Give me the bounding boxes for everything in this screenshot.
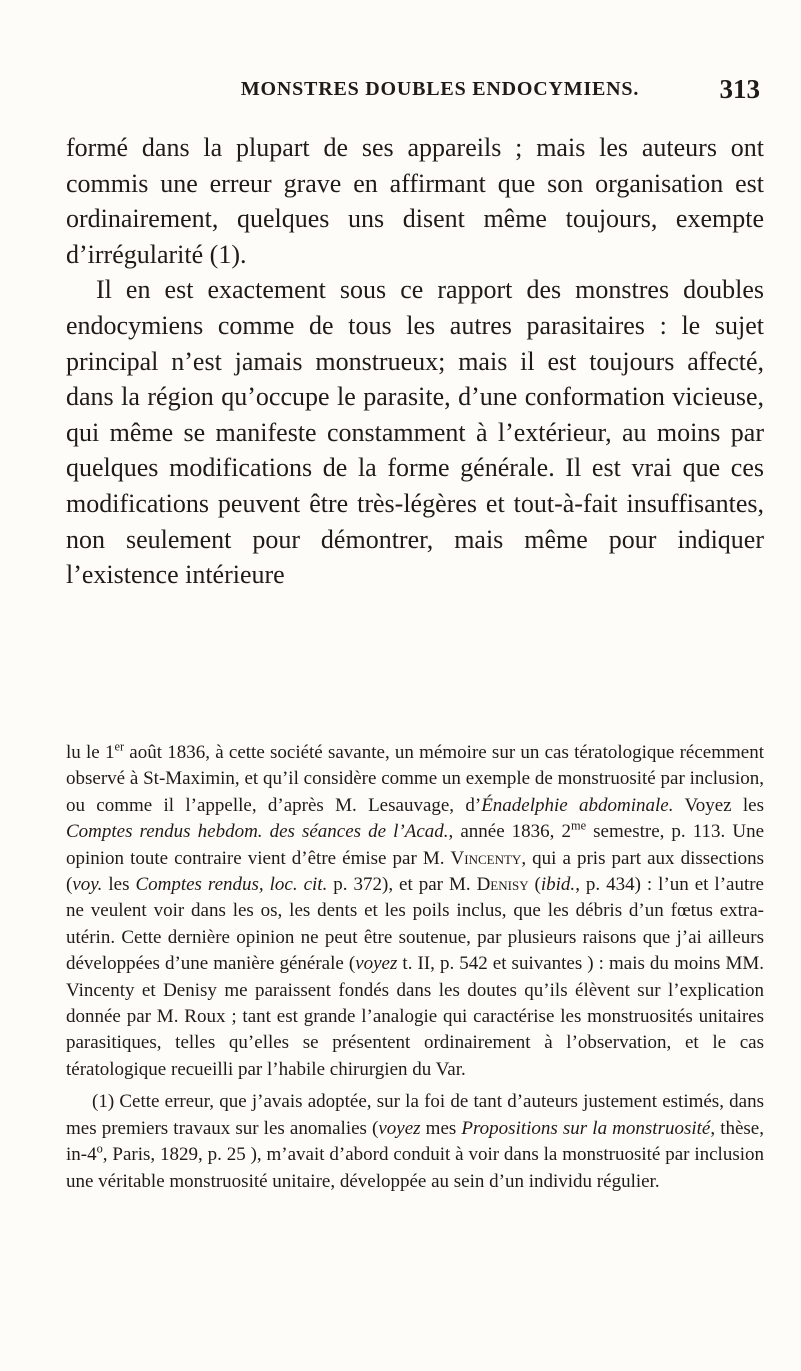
footnote-text: , thèse, in-4 [66,1117,764,1166]
superscript: me [571,818,587,833]
footnote-text: , qui a pris part aux dissections ( [66,847,764,896]
paragraph-end: . [239,239,247,269]
footnote-text: ( [528,874,541,896]
superscript: o [96,1141,103,1156]
footnote-text: les [102,874,136,896]
author-name: Vincenty [450,847,522,869]
main-text [66,130,764,593]
footnote-italic: Propositions sur la monstruosité [461,1117,711,1139]
footnote-text: lu le 1 [66,742,115,763]
footnote-continued [66,740,764,1083]
footnote-mark: (1) [92,1091,115,1113]
running-title: MONSTRES DOUBLES ENDOCYMIENS. [240,78,640,100]
running-head [120,74,760,110]
paragraph: Il en est exactement sous ce rapport des monstres doubles endocymiens comme de tous les autres parasitaires : le sujet principal n’est jamais monstrueux; mais il est toujours affecté, dans la région qu’occupe le parasite, d’une conformation vicieuse, qui même se manifeste constamment à l’extérieur, au moins par quelques modifications de la forme générale. Il est vrai que ces modifications peuvent être très-légères et tout-à-fait insuffisantes, non seulement pour démontrer, mais même pour indiquer l’existence intérieure [66,275,764,590]
footnote-text: , année 1836, 2 [448,821,571,843]
footnote-text: , Paris, 1829, p. 25 ), m’avait d’abord conduit à voir dans la monstruosité par inclusion une véritable monstruosité unitaire, développée au sein d’un individu régulier. [66,1144,764,1192]
footnotes [66,740,764,1195]
footnote-italic: ibid. [540,874,576,896]
footnote-reference: (1) [209,239,240,269]
page-number: 313 [719,74,760,104]
footnote-text: t. II, p. 542 et suivantes ) : mais du moins MM. Vincenty et Denisy me paraissent fondés dans les doutes qu’ils élèvent sur l’explication donnée par M. Roux ; tant est grande l’analogie qui caractérise les monstruosités unitaires parasitiques, telles qu’elles se présentent ordinairement à l’observation, et le cas tératologique recueilli par l’habile chirurgien du Var. [66,953,764,1080]
footnote-1 [66,1089,764,1195]
paragraph-text: formé dans la plupart de ses appareils ; mais les auteurs ont commis une erreur grave en affirmant que son organisation est ordinairement, quelques uns disent même toujours, exempte d’irrégularité [66,133,764,269]
footnote-italic: voyez [355,953,398,975]
footnote-text: semestre, p. 113. Une opinion toute contraire vient d’être émise par M. [66,821,764,869]
footnote-italic: voy. [72,874,103,896]
footnote-text: mes [420,1117,462,1139]
footnote-italic: Énadelphie abdominale. [481,794,674,816]
footnote-text: Voyez les [673,794,764,816]
author-name: Denisy [476,874,529,896]
footnote-italic: Comptes rendus, loc. cit. [135,874,328,896]
footnote-text: août 1836, à cette société savante, un mémoire sur un cas tératologique récemment observé à St-Maximin, et qu’il considère comme un exemple de monstruosité par inclusion, ou comme il l’appelle, d’après M. Lesauvage, d’ [66,742,764,816]
paragraph-continued [66,130,764,272]
footnote-italic: voyez [378,1117,421,1139]
footnote-italic: Comptes rendus hebdom. des séances de l’Acad. [66,821,449,843]
superscript: er [114,739,125,754]
footnote-text: , p. 434) : l’un et l’autre ne veulent voir dans les os, les dents et les poils inclus, que les débris d’un fœtus extra-utérin. Cette dernière opinion ne peut être soutenue, par plusieurs raisons que j’ai ailleurs développées d’une manière générale ( [66,874,764,975]
footnote-text: Cette erreur, que j’avais adoptée, sur la foi de tant d’auteurs justement estimés, dans mes premiers travaux sur les anomalies ( [66,1091,764,1139]
footnote-text: p. 372), et par M. [327,874,477,896]
